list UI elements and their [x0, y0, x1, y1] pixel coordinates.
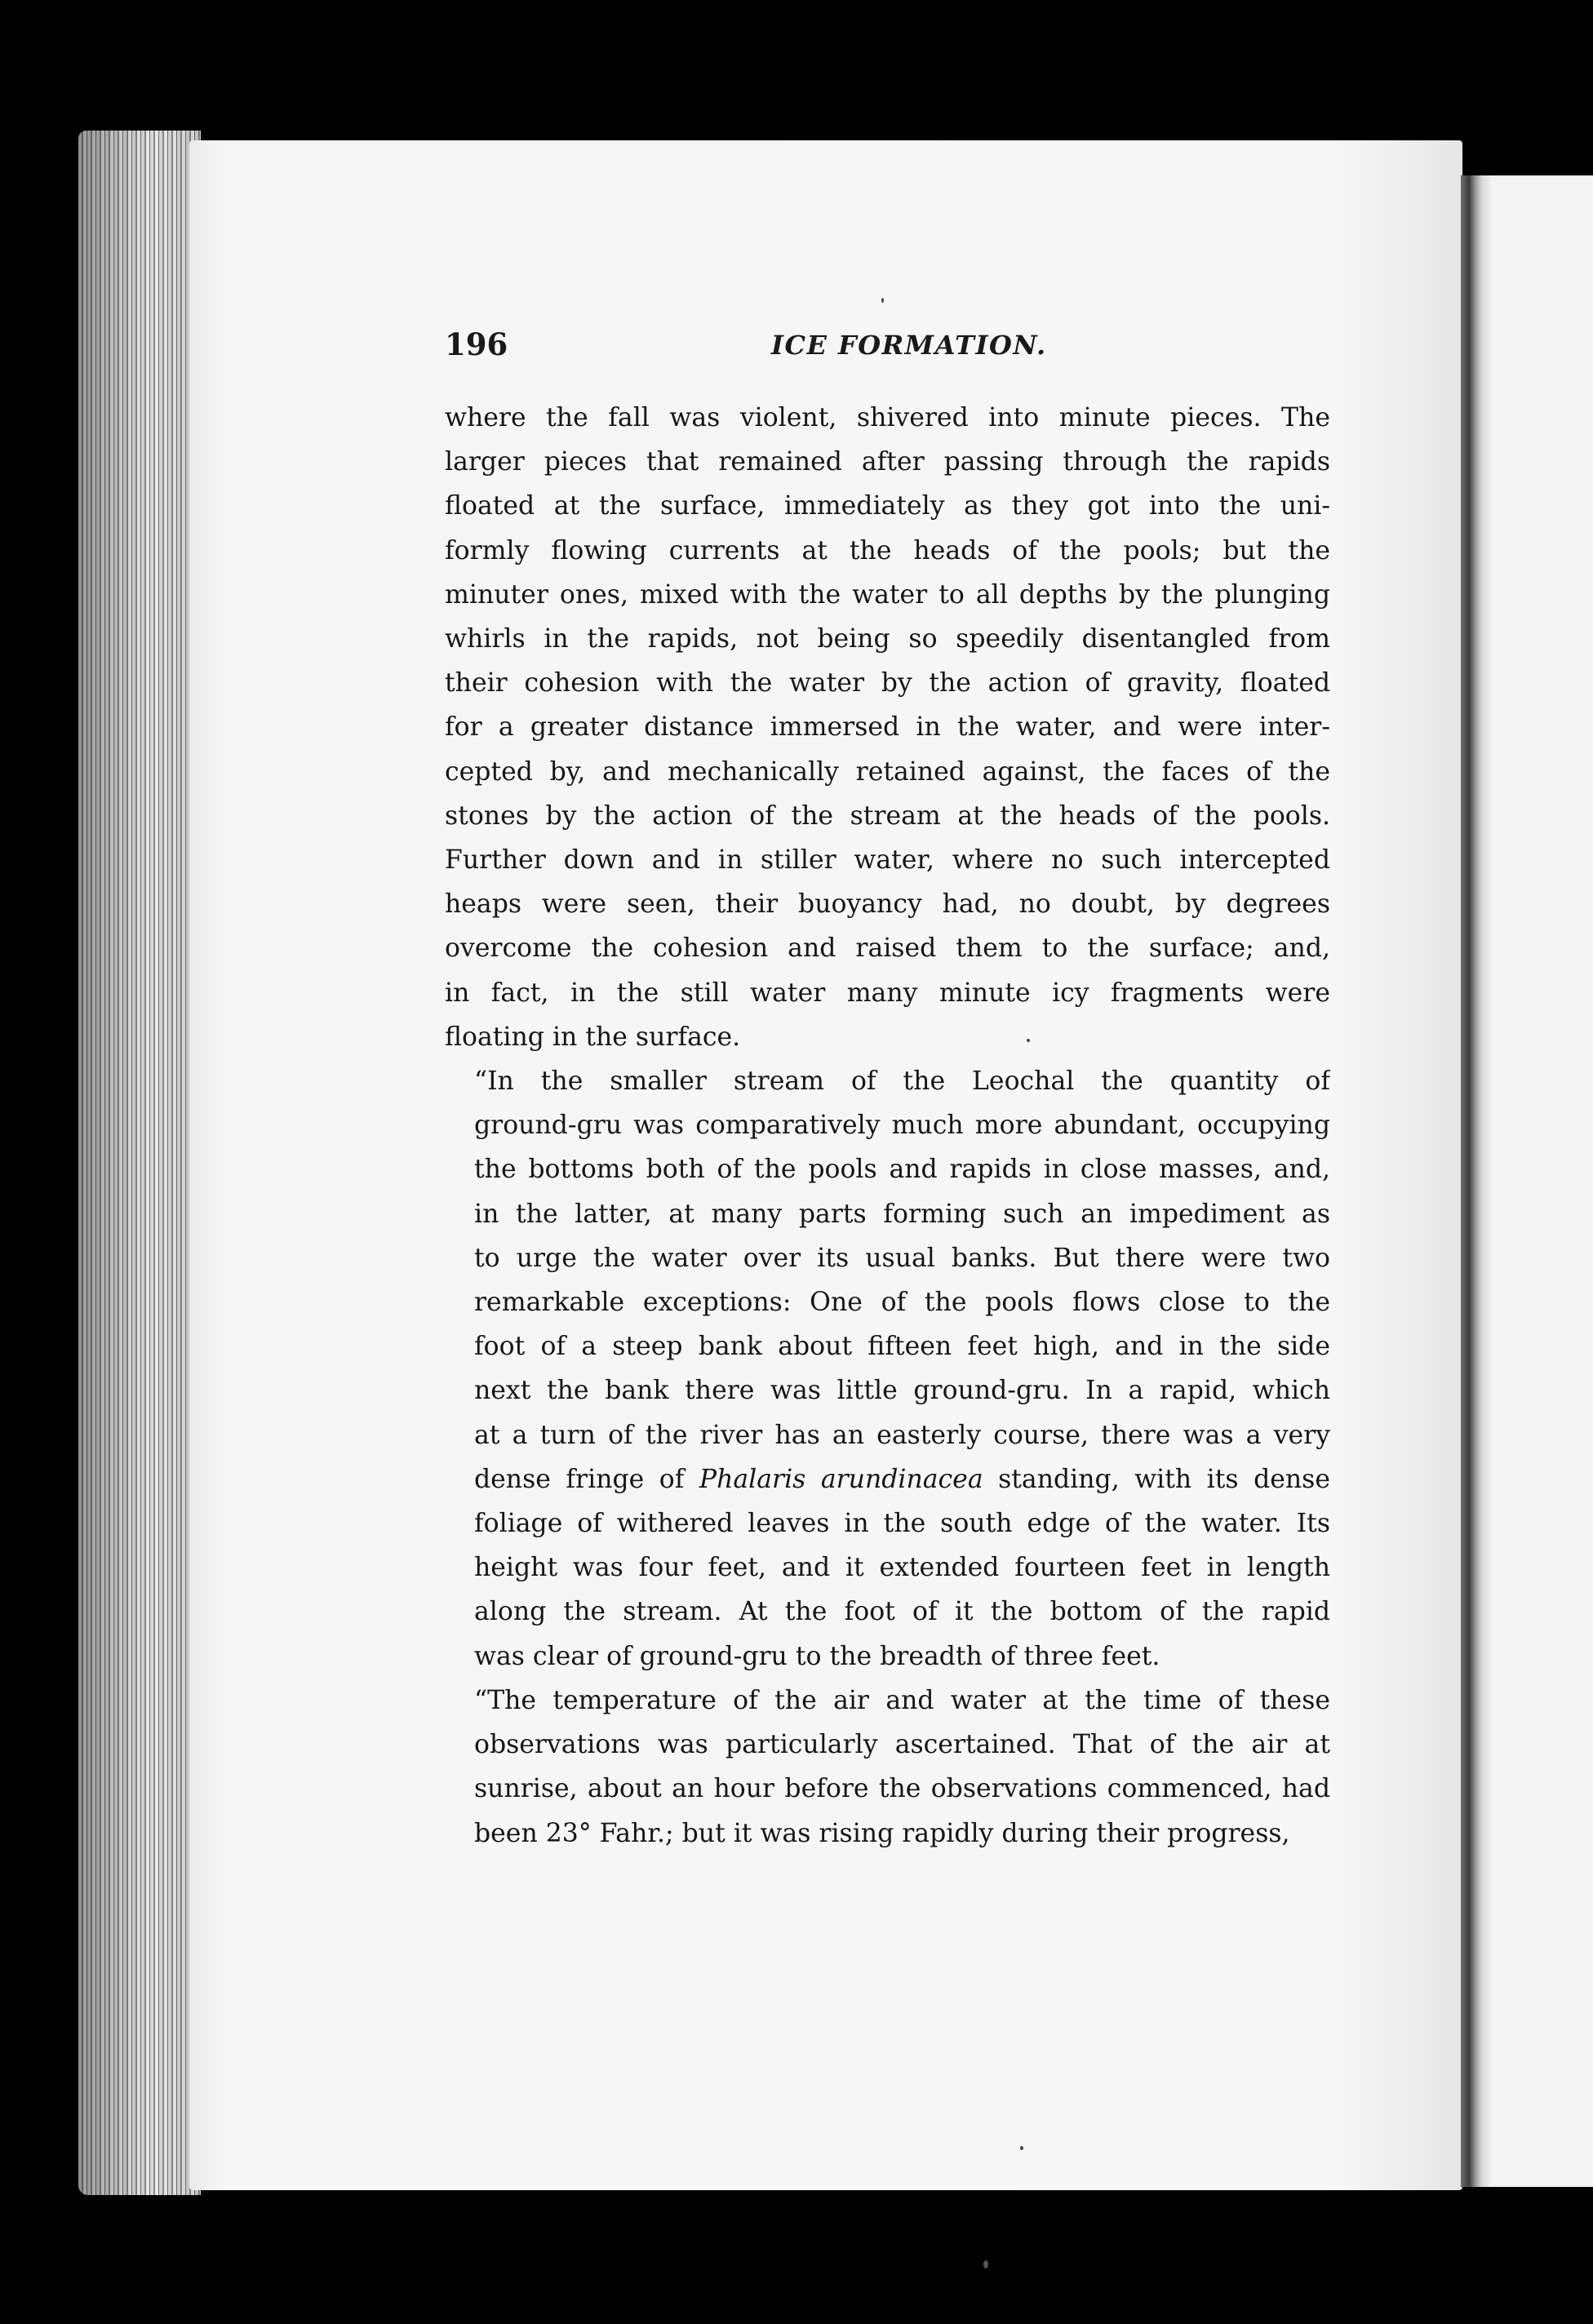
text-line: was clear of ground-gru to the breadth of three feet.	[474, 1641, 1160, 1671]
text-line: “The temperature of the air and water at the time of these	[474, 1685, 1330, 1715]
paragraph-3	[445, 1679, 1330, 1856]
scan-speck	[983, 2260, 988, 2269]
text-line: foot of a steep bank about fifteen feet high, and in the side	[474, 1332, 1330, 1362]
scan-speck	[881, 298, 884, 303]
text-line: stones by the action of the stream at the heads of the pools.	[445, 801, 1330, 831]
text-line: heaps were seen, their buoyancy had, no doubt, by degrees	[445, 889, 1330, 920]
text-line: larger pieces that remained after passing through the rapids	[445, 447, 1330, 477]
scan-speck	[1027, 1039, 1030, 1042]
text-line: floating in the surface.	[445, 1022, 741, 1052]
text-line: ground-gru was comparatively much more abundant, occupying	[474, 1111, 1330, 1141]
text-line: in the latter, at many parts forming such an impediment as	[474, 1199, 1330, 1229]
facing-page-edge	[1461, 175, 1492, 2187]
text-line: the bottoms both of the pools and rapids in close masses, and,	[474, 1155, 1330, 1185]
page-edges-shadow	[78, 131, 201, 2195]
text-line: floated at the surface, immediately as they got into the uni-	[445, 491, 1330, 521]
text-line: remarkable exceptions: One of the pools flows close to the	[474, 1288, 1330, 1318]
text-line: overcome the cohesion and raised them to the surface; and,	[445, 934, 1330, 964]
text-segment: standing, with its dense	[983, 1464, 1330, 1494]
text-line: cepted by, and mechanically retained against, the faces of the	[445, 756, 1330, 787]
species-name: Phalaris arundinacea	[699, 1464, 983, 1494]
scan-speck	[1020, 2146, 1023, 2150]
text-line: for a greater distance immersed in the water, and were inter-	[445, 712, 1330, 743]
text-line-with-italic	[445, 1457, 1330, 1501]
text-line: minuter ones, mixed with the water to all depths by the plunging	[445, 579, 1330, 610]
running-head	[445, 326, 1342, 375]
paragraph-1	[445, 396, 1330, 1059]
facing-page	[1492, 175, 1593, 2187]
text-line: at a turn of the river has an easterly course, there was a very	[474, 1420, 1330, 1450]
text-line: observations was particularly ascertained. That of the air at	[474, 1730, 1330, 1760]
paragraph-2	[445, 1059, 1330, 1679]
text-line: foliage of withered leaves in the south edge of the water. Its	[474, 1509, 1330, 1539]
text-line: height was four feet, and it extended fourteen feet in length	[474, 1553, 1330, 1583]
text-line: where the fall was violent, shivered into minute pieces. The	[445, 403, 1330, 432]
body-text	[445, 396, 1330, 1856]
text-line: formly flowing currents at the heads of the pools; but the	[445, 535, 1330, 565]
text-line: been 23° Fahr.; but it was rising rapidly during their progress,	[474, 1818, 1290, 1848]
text-line: their cohesion with the water by the action of gravity, floated	[445, 668, 1330, 699]
text-line: Further down and in stiller water, where no such intercepted	[445, 845, 1330, 876]
running-title: ICE FORMATION.	[771, 330, 1047, 361]
page-number: 196	[445, 326, 508, 362]
text-line: sunrise, about an hour before the observations commenced, had	[474, 1774, 1330, 1804]
text-line: next the bank there was little ground-gru. In a rapid, which	[474, 1376, 1330, 1406]
text-segment: dense fringe of	[474, 1464, 699, 1494]
text-line: “In the smaller stream of the Leochal the quantity of	[474, 1067, 1330, 1097]
text-line: whirls in the rapids, not being so speedily disentangled from	[445, 624, 1330, 654]
text-line: to urge the water over its usual banks. But there were two	[474, 1243, 1330, 1273]
text-line: along the stream. At the foot of it the bottom of the rapid	[474, 1597, 1330, 1627]
text-line: in fact, in the still water many minute icy fragments were	[445, 978, 1330, 1008]
